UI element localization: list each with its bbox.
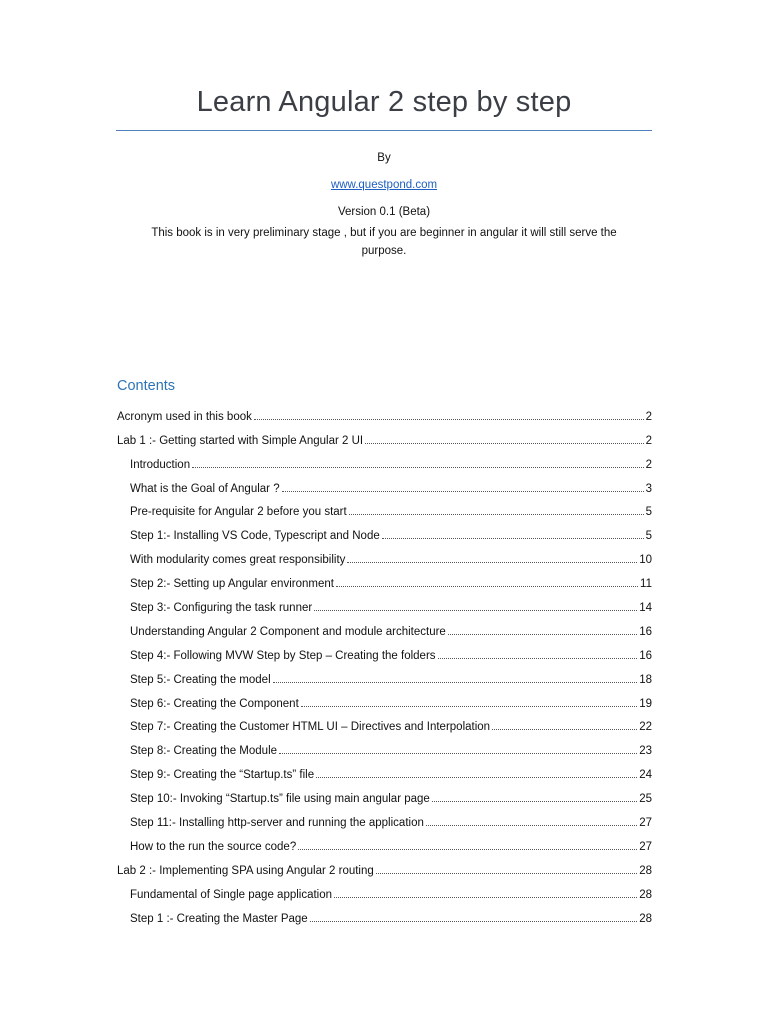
toc-entry-title: How to the run the source code? [130,840,297,853]
toc-dot-leader [347,562,637,563]
author-by-label: By [377,152,391,164]
toc-entry[interactable] [117,399,652,423]
toc-entry[interactable] [117,853,652,877]
toc-dot-leader [426,825,637,826]
toc-entry[interactable] [117,877,652,901]
title-divider [116,130,652,131]
toc-entry[interactable] [117,590,652,614]
toc-dot-leader [365,443,643,444]
toc-dot-leader [310,921,637,922]
toc-page-number: 19 [639,697,652,710]
toc-dot-leader [316,777,637,778]
toc-page-number: 11 [640,578,652,591]
toc-dot-leader [334,897,637,898]
toc-entry-title: Step 9:- Creating the “Startup.ts” file [130,769,315,782]
toc-entry[interactable] [117,566,652,590]
toc-dot-leader [279,753,637,754]
toc-entry-title: Step 8:- Creating the Module [130,745,278,758]
toc-entry-title: What is the Goal of Angular ? [130,482,280,495]
toc-dot-leader [448,634,637,635]
toc-entry-title: Acronym used in this book [117,410,252,423]
toc-entry[interactable] [117,662,652,686]
toc-entry[interactable] [117,495,652,519]
toc-dot-leader [282,491,644,492]
toc-page-number: 16 [639,625,652,638]
toc-entry[interactable] [117,614,652,638]
toc-entry-title: Step 10:- Invoking “Startup.ts” file using main angular page [130,793,430,806]
toc-dot-leader [382,538,644,539]
toc-page-number: 28 [639,912,652,925]
toc-page-number: 5 [645,530,652,543]
toc-entry[interactable] [117,447,652,471]
toc-page-number: 2 [645,410,652,423]
toc-page-number: 14 [639,602,652,615]
toc-entry[interactable] [117,423,652,447]
toc-dot-leader [438,658,638,659]
toc-dot-leader [273,682,638,683]
toc-page-number: 10 [639,554,652,567]
toc-page-number: 2 [645,434,652,447]
version-label: Version 0.1 (Beta) [337,206,431,218]
toc-entry[interactable] [117,805,652,829]
toc-entry-title: Step 5:- Creating the model [130,673,271,686]
toc-dot-leader [301,706,637,707]
toc-dot-leader [314,610,637,611]
toc-entry[interactable] [117,686,652,710]
toc-page-number: 28 [639,888,652,901]
toc-page-number: 23 [639,745,652,758]
toc-dot-leader [376,873,637,874]
toc-entry-title: Step 7:- Creating the Customer HTML UI – Directives and Interpolation [130,721,491,734]
website-line [116,179,652,191]
toc-dot-leader [336,586,638,587]
toc-dot-leader [492,729,637,730]
toc-page-number: 27 [639,817,652,830]
toc-dot-leader [298,849,637,850]
toc-entry-title: Step 1:- Installing VS Code, Typescript and Node [130,530,380,543]
toc-entry-title: Understanding Angular 2 Component and module architecture [130,625,446,638]
toc-entry-title: Step 3:- Configuring the task runner [130,602,313,615]
toc-entry[interactable] [117,781,652,805]
toc-dot-leader [254,419,644,420]
toc-entry-title: Lab 2 :- Implementing SPA using Angular 2 routing [117,864,374,877]
toc-entry-title: Step 4:- Following MVW Step by Step – Creating the folders [130,649,436,662]
toc-dot-leader [432,801,637,802]
toc-page-number: 18 [639,673,652,686]
toc-dot-leader [192,467,643,468]
toc-entry[interactable] [117,638,652,662]
toc-entry[interactable] [117,901,652,925]
toc-entry[interactable] [117,733,652,757]
toc-page-number: 2 [645,458,652,471]
toc-page-number: 24 [639,769,652,782]
toc-entry-title: Step 11:- Installing http-server and running the application [130,817,424,830]
toc-entry[interactable] [117,829,652,853]
document-title: Learn Angular 2 step by step [196,86,572,118]
toc-entry[interactable] [117,710,652,734]
toc-entry[interactable] [117,471,652,495]
toc-entry-title: Step 6:- Creating the Component [130,697,299,710]
toc-page-number: 16 [639,649,652,662]
toc-entry[interactable] [117,542,652,566]
toc-page-number: 28 [639,864,652,877]
toc-entry-title: Introduction [130,458,191,471]
toc-page-number: 25 [639,793,652,806]
toc-entry[interactable] [117,757,652,781]
toc-entry-title: Fundamental of Single page application [130,888,333,901]
toc-entry-title: Lab 1 :- Getting started with Simple Angular 2 UI [117,434,364,447]
toc-dot-leader [349,514,644,515]
toc-entry-title: Pre-requisite for Angular 2 before you start [130,506,347,519]
toc-page-number: 5 [645,506,652,519]
table-of-contents [117,399,652,925]
toc-page-number: 27 [639,840,652,853]
website-link[interactable]: www.questpond.com [330,179,438,191]
toc-entry-title: With modularity comes great responsibility [130,554,346,567]
toc-entry[interactable] [117,518,652,542]
contents-heading: Contents [117,378,176,394]
toc-entry-title: Step 2:- Setting up Angular environment [130,578,334,591]
toc-page-number: 3 [645,482,652,495]
toc-entry-title: Step 1 :- Creating the Master Page [130,912,308,925]
book-description: This book is in very preliminary stage , but if you are beginner in angular it will still serve the purpose. [151,227,617,257]
toc-page-number: 22 [639,721,652,734]
